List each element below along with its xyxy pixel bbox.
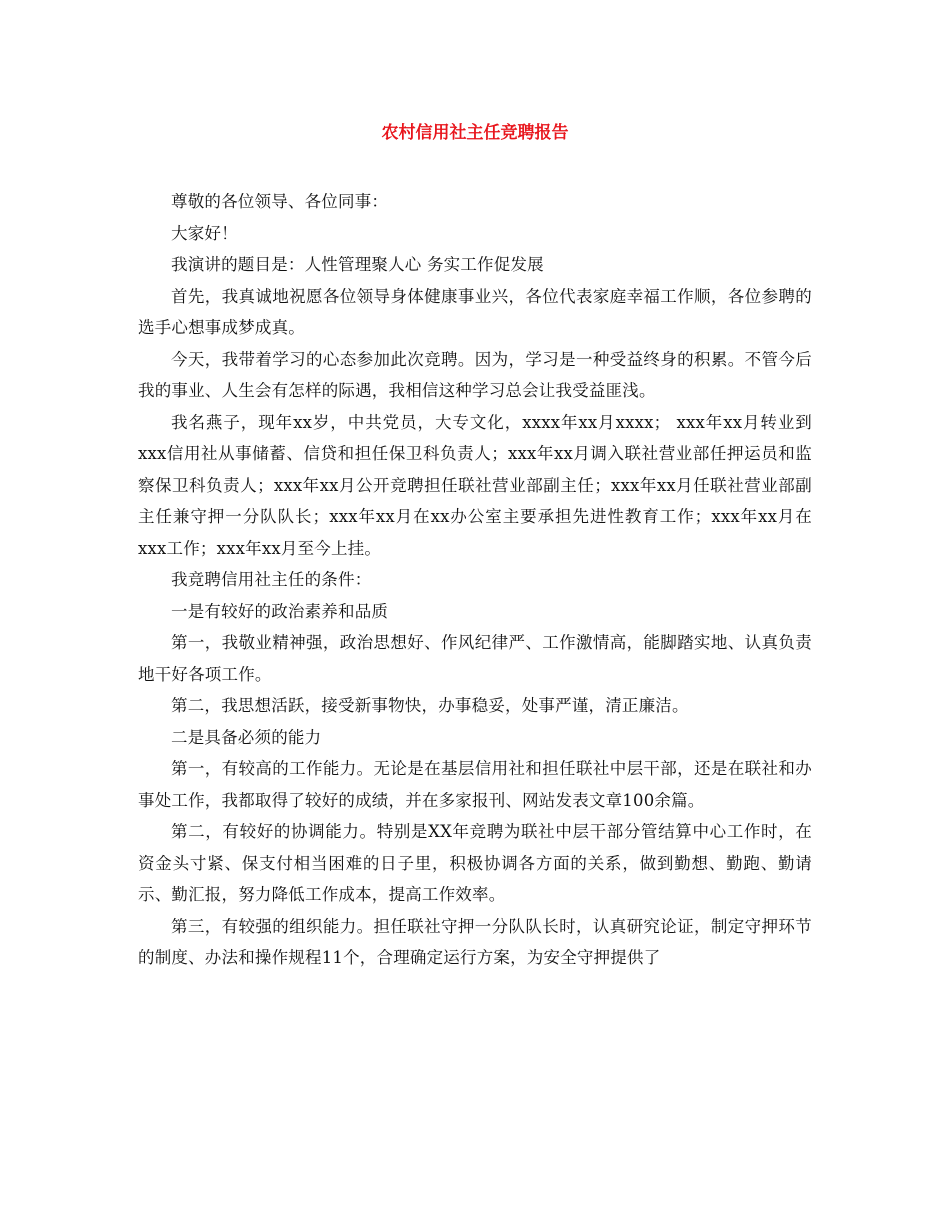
document-title: 农村信用社主任竞聘报告 [381,123,569,143]
document-page [138,118,812,974]
paragraph-topic: 我演讲的题目是：人性管理聚人心 务实工作促发展 [171,255,544,274]
document-body [138,186,812,974]
paragraph-salutation: 尊敬的各位领导、各位同事： [171,192,389,211]
paragraph-greeting: 大家好！ [171,223,238,243]
paragraph-section-two-item-1: 第一，有较高的工作能力。无论是在基层信用社和担任联社中层干部，还是在联社和办事处工作，我都取得了较好的成绩，并在多家报刊、网站发表文章100余篇。 [138,759,812,810]
paragraph-wishes: 首先，我真诚地祝愿各位领导身体健康事业兴，各位代表家庭幸福工作顺，各位参聘的选手心想事成梦成真。 [138,286,812,337]
paragraph-section-one-item-2: 第二，我思想活跃，接受新事物快，办事稳妥，处事严谨，清正廉洁。 [171,696,689,715]
paragraph-section-two-item-3: 第三，有较强的组织能力。担任联社守押一分队队长时，认真研究论证，制定守押环节的制度、办法和操作规程11个，合理确定运行方案，为安全守押提供了 [138,916,812,967]
paragraph-section-one-heading: 一是有较好的政治素养和品质 [171,601,389,621]
paragraph-resume: 我名燕子，现年xx岁，中共党员，大专文化，xxxx年xx月xxxx； xxx年xx月转业到xxx信用社从事储蓄、信贷和担任保卫科负责人；xxx年xx月调入联社营业部任押运员和监察保卫科负责人；xxx年xx月公开竞聘担任联社营业部副主任；xxx年xx月任联社营业部副主任兼守押一分队队长；xxx年xx月在xx办公室主要承担先进性教育工作；xxx年xx月在xxx工作；xxx年xx月至今上挂。 [138,412,812,558]
paragraph-section-two-heading: 二是具备必须的能力 [171,727,322,747]
paragraph-section-two-item-2: 第二，有较好的协调能力。特别是XX年竞聘为联社中层干部分管结算中心工作时，在资金头寸紧、保支付相当困难的日子里，积极协调各方面的关系，做到勤想、勤跑、勤请示、勤汇报，努力降低工作成本，提高工作效率。 [138,822,812,904]
paragraph-conditions-heading: 我竞聘信用社主任的条件： [171,570,372,589]
paragraph-section-one-item-1: 第一，我敬业精神强，政治思想好、作风纪律严、工作激情高，能脚踏实地、认真负责地干好各项工作。 [138,633,812,684]
paragraph-attitude: 今天，我带着学习的心态参加此次竞聘。因为，学习是一种受益终身的积累。不管今后我的事业、人生会有怎样的际遇，我相信这种学习总会让我受益匪浅。 [138,349,812,400]
